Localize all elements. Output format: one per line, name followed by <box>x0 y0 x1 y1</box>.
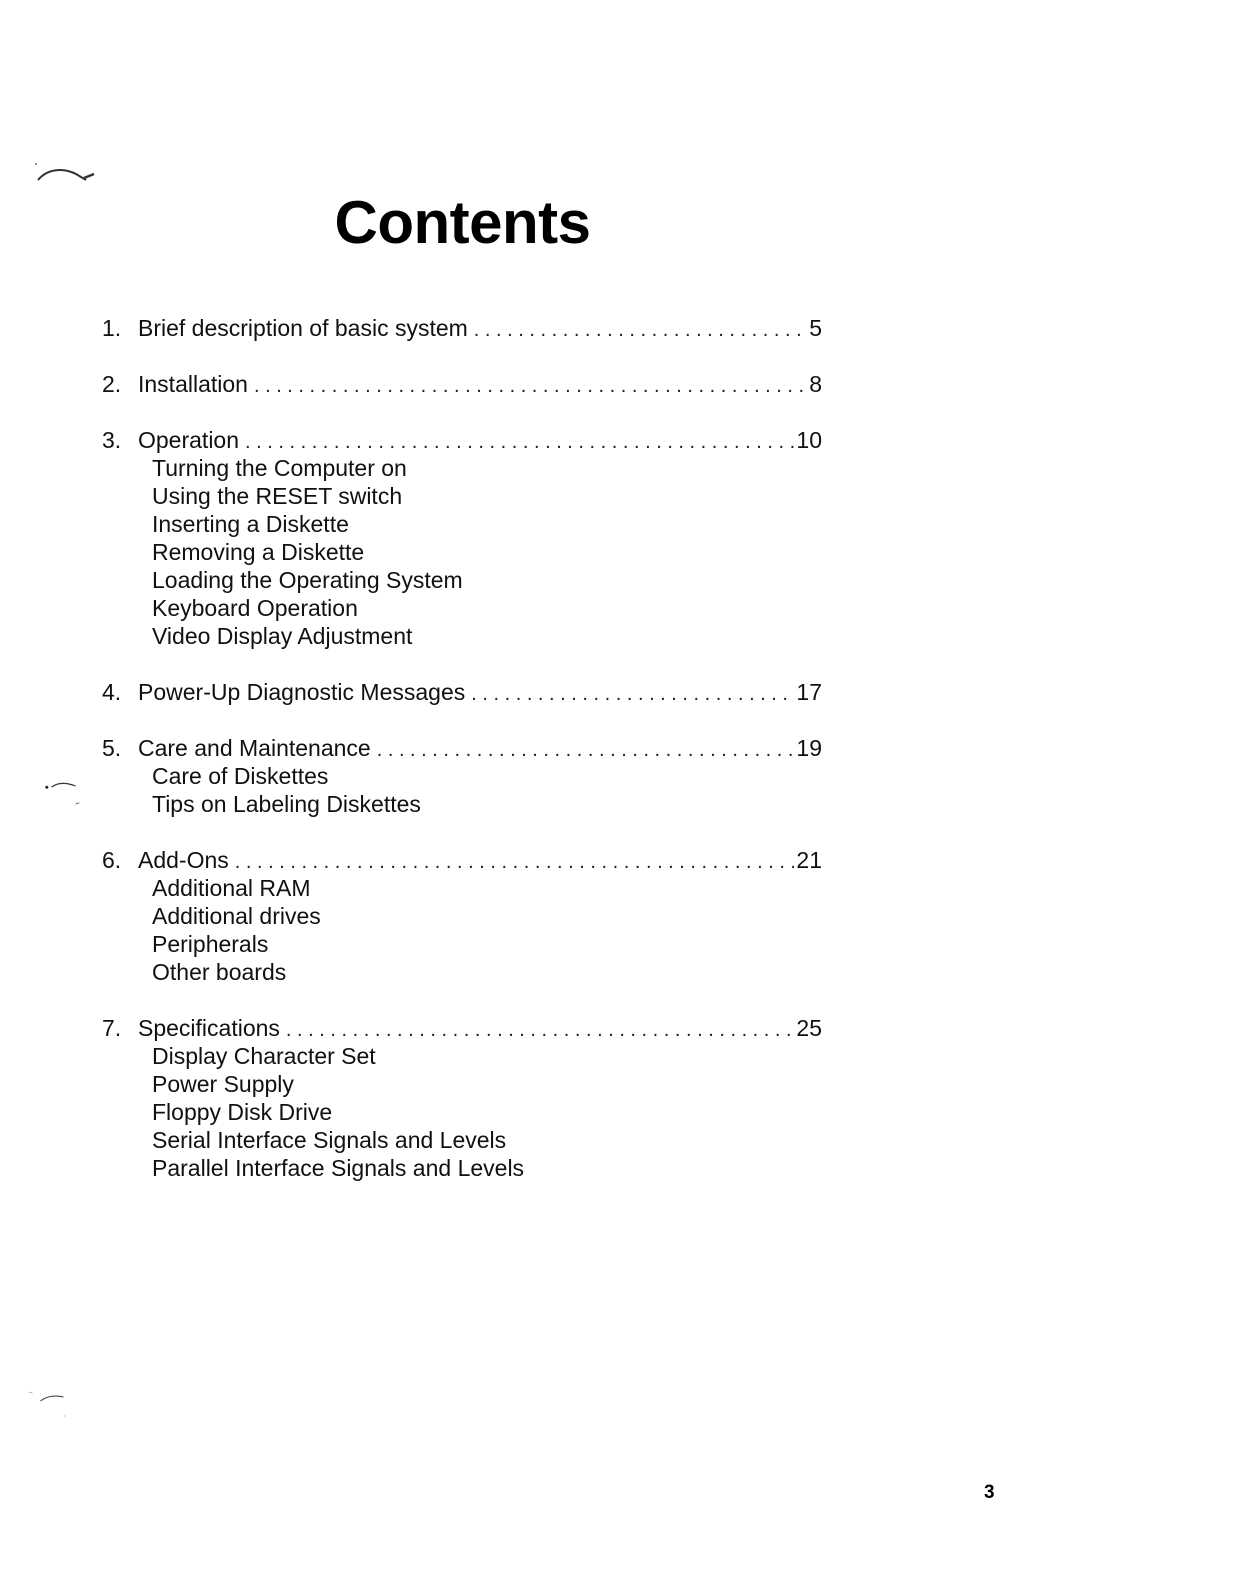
toc-entry-number: 1. <box>102 315 122 341</box>
binder-hole-mark-middle <box>28 780 98 810</box>
toc-subitem-list <box>102 762 822 818</box>
toc-entry <box>102 426 822 650</box>
toc-entry-number: 7. <box>102 1015 122 1041</box>
toc-entry-number: 4. <box>102 679 122 705</box>
toc-subitem: Peripherals <box>152 931 269 957</box>
toc-entry-title: Brief description of basic system <box>138 315 468 341</box>
toc-subitem: Removing a Diskette <box>152 539 365 565</box>
dot-leader <box>245 428 794 456</box>
toc-subitem: Using the RESET switch <box>152 483 403 509</box>
toc-entry-number: 3. <box>102 427 122 453</box>
toc-subitem: Loading the Operating System <box>152 567 463 593</box>
toc-entry-title: Installation <box>138 371 248 397</box>
toc-entry-title: Power-Up Diagnostic Messages <box>138 679 466 705</box>
toc-entry-number: 6. <box>102 847 122 873</box>
toc-entry-line <box>102 426 822 454</box>
toc-entry-title: Add-Ons <box>138 847 229 873</box>
toc-subitem: Parallel Interface Signals and Levels <box>152 1155 525 1181</box>
toc-entry <box>102 846 822 986</box>
dot-leader <box>286 1016 794 1044</box>
page-title: Contents <box>334 189 591 256</box>
page-number: 3 <box>984 1482 995 1503</box>
toc-entry-line <box>102 678 822 706</box>
dot-leader <box>471 680 794 708</box>
toc-subitem: Serial Interface Signals and Levels <box>152 1127 507 1153</box>
toc-entry <box>102 1014 822 1182</box>
toc-entry-title: Care and Maintenance <box>138 735 371 761</box>
toc-entry-number: 5. <box>102 735 122 761</box>
toc-entry-line <box>102 846 822 874</box>
toc-entry-page: 5 <box>809 315 822 341</box>
toc-subitem-list <box>102 1042 822 1182</box>
dot-leader <box>254 372 807 400</box>
toc-entry <box>102 370 822 398</box>
toc-entry-line <box>102 314 822 342</box>
toc-subitem: Turning the Computer on <box>152 455 407 481</box>
toc-subitem: Care of Diskettes <box>152 763 329 789</box>
toc-entry-page: 17 <box>796 679 822 705</box>
toc-subitem-list <box>102 874 822 986</box>
toc-entry <box>102 678 822 706</box>
toc-subitem: Tips on Labeling Diskettes <box>152 791 421 817</box>
toc-subitem: Power Supply <box>152 1071 294 1097</box>
toc-entry-title: Specifications <box>138 1015 280 1041</box>
dot-leader <box>377 736 795 764</box>
toc-entry-page: 19 <box>796 735 822 761</box>
binder-hole-mark-bottom <box>14 1390 84 1420</box>
table-of-contents <box>102 314 822 1210</box>
toc-entry-line <box>102 734 822 762</box>
toc-entry <box>102 734 822 818</box>
dot-leader <box>474 316 807 344</box>
dot-leader <box>235 848 795 876</box>
toc-entry-page: 25 <box>796 1015 822 1041</box>
toc-subitem: Video Display Adjustment <box>152 623 413 649</box>
toc-subitem: Floppy Disk Drive <box>152 1099 333 1125</box>
toc-entry-number: 2. <box>102 371 122 397</box>
toc-subitem: Display Character Set <box>152 1043 376 1069</box>
toc-entry-page: 10 <box>796 427 822 453</box>
toc-entry-line <box>102 1014 822 1042</box>
toc-entry <box>102 314 822 342</box>
toc-entry-page: 8 <box>809 371 822 397</box>
toc-subitem: Additional RAM <box>152 875 311 901</box>
toc-entry-title: Operation <box>138 427 240 453</box>
toc-subitem: Inserting a Diskette <box>152 511 349 537</box>
toc-entry-page: 21 <box>796 847 822 873</box>
binder-hole-mark-top <box>30 160 100 190</box>
toc-subitem: Other boards <box>152 959 287 985</box>
toc-subitem: Keyboard Operation <box>152 595 358 621</box>
toc-subitem-list <box>102 454 822 650</box>
toc-entry-line <box>102 370 822 398</box>
toc-subitem: Additional drives <box>152 903 321 929</box>
